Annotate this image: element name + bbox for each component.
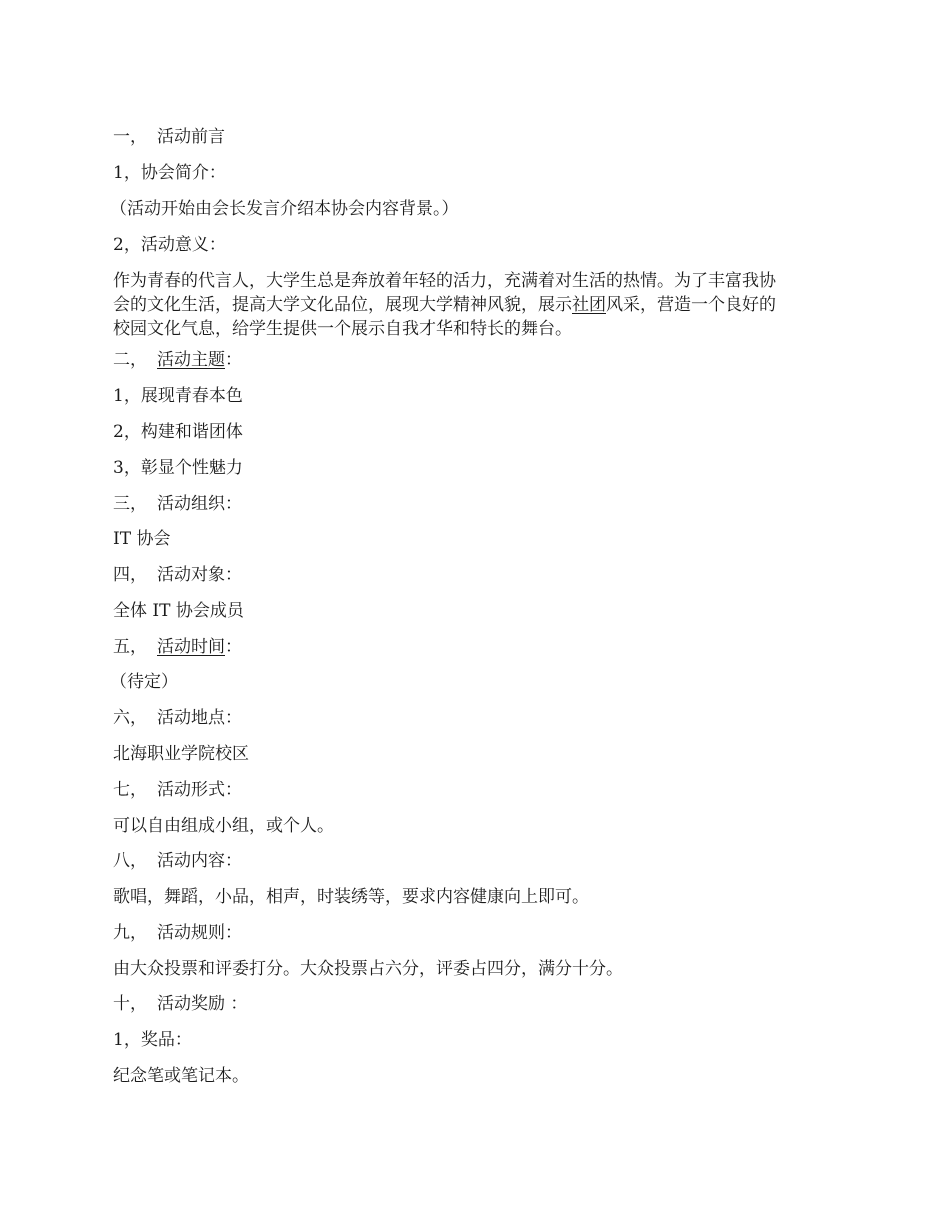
paragraph-intro: （活动开始由会长发言介绍本协会内容背景。） xyxy=(110,199,459,219)
section-number: 九， xyxy=(113,923,147,943)
section-number: 十， xyxy=(113,994,147,1014)
section-title: 活动组织： xyxy=(157,494,242,514)
paragraph-time: （待定） xyxy=(110,672,178,692)
paragraph-format: 可以自由组成小组，或个人。 xyxy=(113,816,334,836)
heading-section-9 xyxy=(113,922,242,944)
paragraph-line: 校园文化气息，给学生提供一个展示自我才华和特长的舞台。 xyxy=(113,319,572,339)
section-number: 二， xyxy=(113,350,147,370)
paragraph-audience: 全体 IT 协会成员 xyxy=(113,601,244,621)
link-activity-theme[interactable]: 活动主题 xyxy=(157,350,225,370)
section-title: 活动形式： xyxy=(157,780,242,800)
section-title: 活动前言 xyxy=(157,127,225,147)
paragraph-line: 作为青春的代言人，大学生总是奔放着年轻的活力，充满着对生活的热情。为了丰富我协 xyxy=(113,271,776,291)
link-club[interactable]: 社团 xyxy=(572,295,606,315)
heading-section-10 xyxy=(113,993,247,1015)
section-number: 八， xyxy=(113,851,147,871)
section-number: 五， xyxy=(113,637,147,657)
list-item: 1，展现青春本色 xyxy=(113,386,243,406)
list-item: 3，彰显个性魅力 xyxy=(113,458,243,478)
section-title: 活动规则： xyxy=(157,923,242,943)
heading-section-6 xyxy=(113,707,242,729)
section-number: 四， xyxy=(113,565,147,585)
paragraph-location: 北海职业学院校区 xyxy=(113,744,249,764)
section-number: 三， xyxy=(113,494,147,514)
heading-section-5: 五， 活动时间： xyxy=(113,637,242,657)
paragraph-rules: 由大众投票和评委打分。大众投票占六分，评委占四分，满分十分。 xyxy=(113,959,623,979)
section-title: 活动内容： xyxy=(157,851,242,871)
section-number: 一， xyxy=(113,127,147,147)
paragraph-content: 歌唱，舞蹈，小品，相声，时装绣等，要求内容健康向上即可。 xyxy=(113,887,589,907)
heading-section-2: 二， 活动主题： xyxy=(113,350,242,370)
paragraph-organizer: IT 协会 xyxy=(113,529,171,549)
paragraph-line: 会的文化生活，提高大学文化品位，展现大学精神风貌，展示社团风采，营造一个良好的 xyxy=(113,295,776,315)
paragraph-prize: 纪念笔或笔记本。 xyxy=(113,1066,249,1086)
section-number: 六， xyxy=(113,708,147,728)
heading-section-8 xyxy=(113,850,242,872)
paragraph-significance xyxy=(113,269,843,341)
heading-section-7 xyxy=(113,779,242,801)
section-number: 七， xyxy=(113,780,147,800)
subheading-intro: 1，协会简介： xyxy=(113,163,226,183)
section-title: 活动地点： xyxy=(157,708,242,728)
subheading-prize: 1，奖品： xyxy=(113,1030,192,1050)
heading-section-1 xyxy=(113,126,225,148)
subheading-significance: 2，活动意义： xyxy=(113,235,226,255)
heading-section-3 xyxy=(113,493,242,515)
heading-section-4 xyxy=(113,564,242,586)
list-item: 2，构建和谐团体 xyxy=(113,422,243,442)
section-title: 活动对象： xyxy=(157,565,242,585)
section-title: 活动奖励 ： xyxy=(157,994,248,1014)
link-activity-time[interactable]: 活动时间 xyxy=(157,637,225,657)
